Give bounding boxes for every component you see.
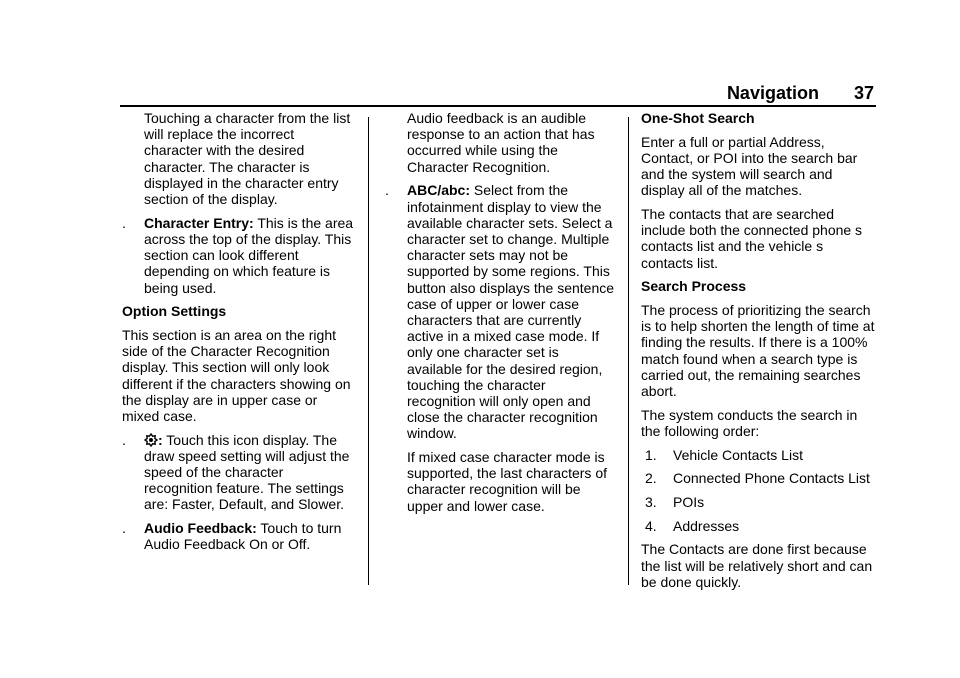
heading-search-process: Search Process	[641, 278, 747, 295]
bullet-text: Touch this icon display. The draw speed setting will adjust the speed of the character recognition feature. The settings are: Faster, Default, and Slower.	[144, 431, 350, 513]
draw-speed-icon	[144, 433, 158, 447]
paragraph: This section is an area on the right side of the Character Recognition display. This section will only look different if the characters showing on the display are in upper case or mixed case.	[122, 326, 351, 424]
paragraph: Enter a full or partial Address, Contact, or POI into the search bar and the system will search and display all of the matches.	[641, 133, 858, 199]
column-1	[122, 110, 354, 560]
bullet-term: Character Entry:	[144, 214, 254, 231]
page-number: 37	[853, 83, 874, 103]
bullet-audio-feedback	[122, 520, 354, 552]
list-number: 1.	[645, 446, 657, 463]
list-number: 2.	[645, 470, 657, 487]
page-header	[727, 83, 874, 104]
paragraph: The system conducts the search in the following order:	[641, 406, 858, 439]
list-item	[641, 518, 879, 534]
list-text: POIs	[673, 494, 705, 511]
list-item	[641, 470, 879, 486]
heading-one-shot-search: One-Shot Search	[641, 110, 755, 126]
bullet-term: Audio Feedback:	[144, 520, 257, 537]
list-text: Addresses	[673, 517, 740, 534]
bullet-text: Select from the infotainment display to view the available character sets. Select a character set to change. Multiple character sets may not be supported by some regions. This button also displays the sentence case of upper or lower case characters that are currently active in a mixed case mode. If only one character set is available for the desired region, touching the character recognition will only open and close the character recognition window.	[407, 182, 615, 442]
column-divider	[628, 117, 629, 585]
bullet-glyph: .	[385, 182, 389, 199]
list-item	[641, 494, 879, 510]
bullet-text: Touch to turn Audio Feedback On or Off.	[144, 520, 342, 553]
bullet-draw-speed	[122, 432, 354, 513]
bullet-term: :	[158, 431, 163, 448]
bullet-character-entry	[122, 215, 354, 296]
bullet-glyph: .	[122, 214, 126, 231]
paragraph: Touching a character from the list will replace the incorrect character with the desired character. The character is displayed in the character entry section of the display.	[144, 110, 351, 208]
bullet-abc	[385, 182, 617, 441]
header-rule	[120, 105, 876, 107]
section-title: Navigation	[726, 83, 819, 103]
paragraph: If mixed case character mode is supported, the last characters of character recognition will be upper and lower case.	[407, 449, 607, 514]
bullet-glyph: .	[122, 431, 126, 448]
bullet-glyph: .	[122, 520, 126, 537]
bullet-term: ABC/abc:	[407, 182, 471, 199]
list-text: Connected Phone Contacts List	[673, 470, 870, 487]
column-2	[385, 110, 617, 521]
column-divider	[368, 117, 369, 585]
paragraph: The process of prioritizing the search is to help shorten the length of time at finding the results. If there is a 100% match found when a search type is carried out, the remaining searches abort.	[641, 302, 875, 400]
heading-option-settings: Option Settings	[122, 303, 227, 320]
search-order-list	[641, 447, 879, 534]
column-3	[641, 110, 879, 598]
list-number: 3.	[645, 494, 657, 511]
paragraph: Audio feedback is an audible response to an action that has occurred while using the Character Recognition.	[407, 110, 595, 175]
list-item	[641, 447, 879, 463]
bullet-text: This is the area across the top of the display. This section can look different depending on which feature is being used.	[144, 214, 354, 296]
list-number: 4.	[645, 517, 657, 534]
list-text: Vehicle Contacts List	[673, 446, 803, 463]
paragraph: The Contacts are done first because the list will be relatively short and can be done quickly.	[641, 541, 873, 590]
paragraph: The contacts that are searched include both the connected phone s contacts list and the vehicle s contacts list.	[641, 206, 863, 271]
